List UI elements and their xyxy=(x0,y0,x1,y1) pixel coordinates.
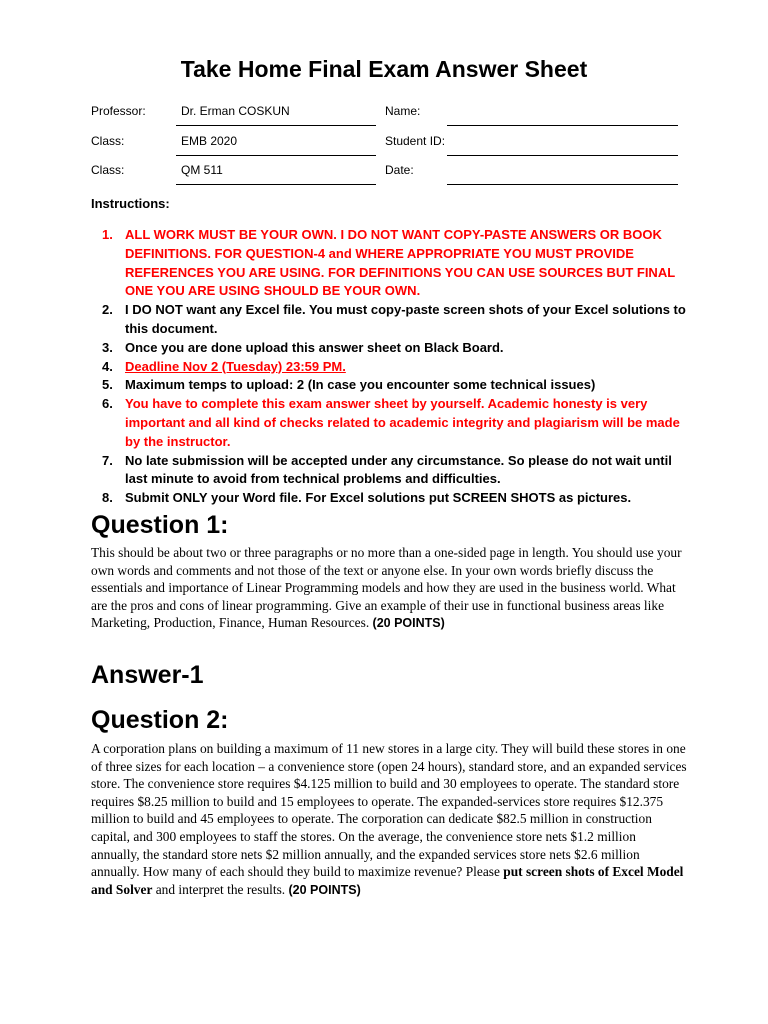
instruction-item xyxy=(91,301,691,339)
instructions-label: Instructions: xyxy=(91,196,170,211)
deadline-text: Deadline Nov 2 (Tuesday) 23:59 PM. xyxy=(125,358,346,374)
instruction-text: I DO NOT want any Excel file. You must copy-paste screen shots of your Excel solutions to this document. xyxy=(125,302,686,336)
instruction-text: Maximum temps to upload: 2 (In case you encounter some technical issues) xyxy=(125,377,596,393)
date-field-line[interactable] xyxy=(447,184,678,185)
question-2-body-after: and interpret the results. xyxy=(152,881,289,897)
class-underline-1 xyxy=(176,155,376,156)
question-2-heading: Question 2: xyxy=(91,706,229,734)
name-label: Name: xyxy=(385,104,421,118)
professor-row xyxy=(0,98,768,126)
question-1-text xyxy=(91,544,687,633)
instruction-text: ALL WORK MUST BE YOUR OWN. I DO NOT WANT COPY-PASTE ANSWERS OR BOOK DEFINITIONS. FOR QUESTION-4 and WHERE APPROPRIATE YOU MUST PROVIDE REFERENCES YOU ARE USING. FOR DEFINITIONS YOU CAN USE SOURCES BUT FINAL ONE YOU ARE USING SHOULD BE YOUR OWN. xyxy=(125,227,675,299)
class-row-2 xyxy=(0,157,768,185)
instruction-number: 5. xyxy=(102,377,113,393)
class-value-1: EMB 2020 xyxy=(181,134,238,148)
answer-1-heading: Answer-1 xyxy=(91,661,204,689)
instruction-item xyxy=(91,489,691,508)
instruction-item xyxy=(91,358,691,377)
instruction-number: 4. xyxy=(102,358,113,374)
instruction-text: Once you are done upload this answer sheet on Black Board. xyxy=(125,339,504,355)
instruction-item xyxy=(91,376,691,395)
date-label: Date: xyxy=(385,163,414,177)
instruction-item xyxy=(91,452,691,490)
instruction-text: Submit ONLY your Word file. For Excel solutions put SCREEN SHOTS as pictures. xyxy=(125,490,632,506)
instruction-text: You have to complete this exam answer sheet by yourself. Academic honesty is very important and all kind of checks related to academic integrity and plagiarism will be made by the instructor. xyxy=(125,396,680,449)
question-1-heading: Question 1: xyxy=(91,511,229,539)
student-id-field-line[interactable] xyxy=(447,155,678,156)
question-2-points: (20 POINTS) xyxy=(288,882,361,897)
instruction-number: 7. xyxy=(102,452,113,468)
professor-underline xyxy=(176,125,376,126)
instruction-item xyxy=(91,226,691,301)
class-value-2: QM 511 xyxy=(181,163,223,177)
question-1-body: This should be about two or three paragraphs or no more than a one-sided page in length. You should use your own words and comments and not those of the text or anyone else. In your own words briefly discuss the essentials and importance of Linear Programming models and how they are used in the business world. What are the pros and cons of linear programming. Give an example of their use in functional business areas like Marketing, Production, Finance, Human Resources. xyxy=(91,545,682,631)
question-2-body: A corporation plans on building a maximum of 11 new stores in a large city. They will build these stores in one of three sizes for each location – a convenience store (open 24 hours), standard store, and an expanded services store. The convenience store requires $4.125 million to build and 30 employees to operate. The standard store requires $8.25 million to build and 15 employees to operate. The expanded-services store requires $12.375 million to build and 45 employees to operate. The corporation can dedicate $82.5 million in construction capital, and 300 employees to staff the stores. On the average, the convenience store nets $1.2 million annually, the standard store nets $2 million annually, and the expanded services store nets $2.6 million annually. How many of each should they build to maximize revenue? Please xyxy=(91,741,687,880)
name-field-line[interactable] xyxy=(447,125,678,126)
professor-value: Dr. Erman COSKUN xyxy=(181,104,290,118)
instruction-number: 2. xyxy=(102,302,113,318)
page-title: Take Home Final Exam Answer Sheet xyxy=(180,56,588,82)
class-label-2: Class: xyxy=(91,163,125,177)
class-label-1: Class: xyxy=(91,134,125,148)
instructions-list xyxy=(91,226,691,508)
question-2-text xyxy=(91,740,687,899)
professor-label: Professor: xyxy=(91,104,146,118)
question-1-points: (20 POINTS) xyxy=(372,616,445,631)
instruction-number: 1. xyxy=(102,227,113,242)
instruction-item xyxy=(91,339,691,358)
instruction-item xyxy=(91,395,691,451)
instruction-number: 8. xyxy=(102,490,113,506)
instruction-number: 3. xyxy=(102,339,113,355)
instruction-text: No late submission will be accepted under any circumstance. So please do not wait until last minute to avoid from technical problems and difficulties. xyxy=(125,452,672,487)
question-2-bold-text: put screen shots of Excel Model and Solver xyxy=(91,864,684,897)
class-underline-2 xyxy=(176,184,376,185)
student-id-label: Student ID: xyxy=(385,134,446,148)
instruction-number: 6. xyxy=(102,396,113,412)
class-row-1 xyxy=(0,128,768,156)
